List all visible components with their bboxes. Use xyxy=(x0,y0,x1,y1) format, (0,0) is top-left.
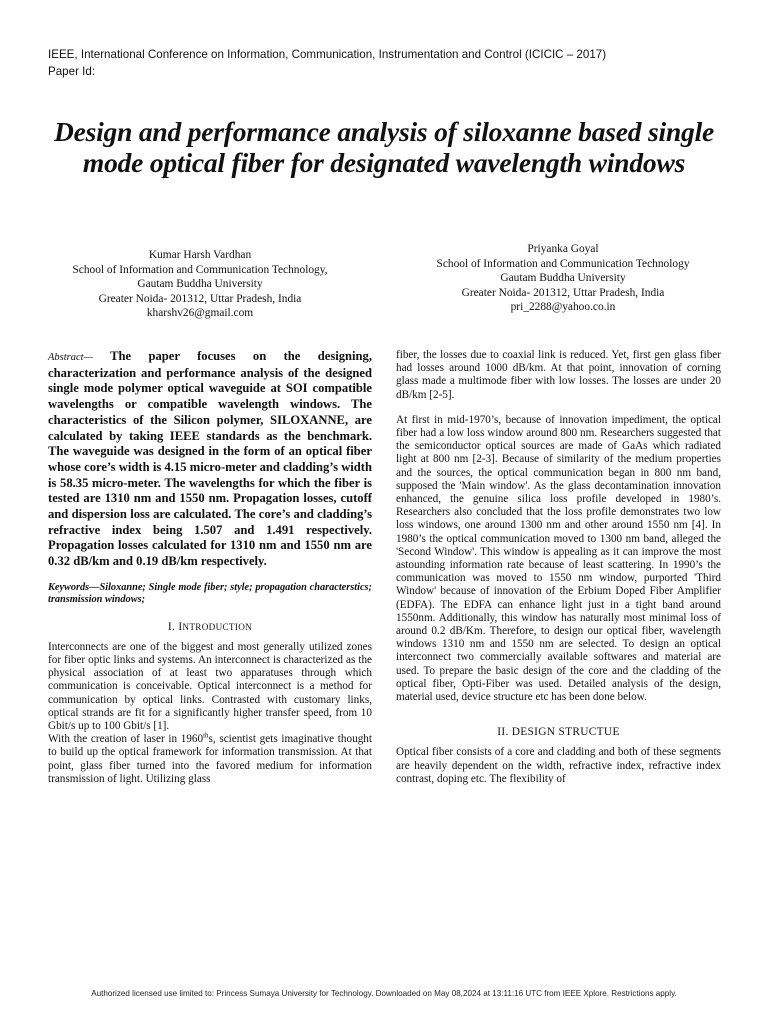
footer-license-notice: Authorized licensed use limited to: Princess Sumaya University for Technology. Downloaded on May 08,2024 at 13:11:16 UTC from IEEE Xplore. Restrictions apply. xyxy=(91,989,677,998)
abstract-lead: Abstract— xyxy=(48,352,93,363)
intro-paragraph-1: Interconnects are one of the biggest and most generally utilized zones for fiber optic links and systems. An interconnect is characterized as the physical association of at least two apparatuses through which communication is conceivable. Optical interconnect is a method for communication by optical links. Contrasted with customary links, optical strands are fit for a significantly higher transfer speed, from 10 Gbit/s up to 100 Gbit/s [1]. xyxy=(48,640,372,733)
paper-title: Design and performance analysis of siloxanne based single mode optical fiber for designated wavelength windows xyxy=(53,116,715,178)
author-university: Gautam Buddha University xyxy=(500,272,626,285)
author-address: Greater Noida- 201312, Uttar Pradesh, India xyxy=(98,292,302,305)
intro-p2-start: With the creation of laser in 1960 xyxy=(48,733,204,746)
keywords: Keywords—Siloxanne; Single mode fiber; style; propagation characterstics; transmission windows; xyxy=(48,581,372,606)
section-number: I. xyxy=(167,620,176,633)
author-university: Gautam Buddha University xyxy=(137,278,263,291)
superscript-th: th xyxy=(203,731,209,740)
section-heading-introduction xyxy=(48,621,372,634)
section-title-initial: I xyxy=(178,620,183,633)
author-department: School of Information and Communication Technology xyxy=(436,257,690,270)
intro-paragraph-2 xyxy=(48,733,372,786)
author-email: pri_2288@yahoo.co.in xyxy=(510,301,616,314)
intro-p2-rest: s, scientist gets imaginative thought to build up the optical framework for information transmission. At that point, glass fiber turned into the favored medium for information transmission of light. Utilizing glass xyxy=(48,733,372,785)
body-paragraph-2: At first in mid-1970’s, because of innovation impediment, the optical fiber had a low loss window around 800 nm. Researchers suggested that the semiconductor optical sources are made of GaAs which radiated light at 800 nm [2-3]. Because of similarity of the medium properties and the sources, the optical communication began in 800 nm band, supposed the 'Main window'. As the glass decontamination innovation enhanced, the genuine silica loss profile developed in 1980’s. Researchers also concluded that the loss profile demonstrates two low loss windows, one around 1300 nm and other around 1550 nm [4]. In 1980’s the optical communication moved to 1300 nm band, alleged the 'Second Window'. This window is appealing as it can improve the most astounding information rate because of least scattering. In 1990’s the communication was moved to 1550 nm window, purported 'Third Window' because of innovation of the Erbium Doped Fiber Amplifier (EDFA). The EDFA can enhance light just in a tight band around 1550nm. Additionally, this window has naturally most minimal loss of around 0.2 dB/Km. Therefore, to design our optical fiber, wavelength windows 1310 nm and 1550 nm are selected. To design an optical interconnect two commercially available softwares and material are used. To prepare the basic design of the core and the cladding of the optical fiber, Opti-Fiber was used. Detailed analysis of the design, material used, device structure etc has been done below. xyxy=(396,413,721,704)
paper-id: Paper Id: xyxy=(48,65,96,78)
author-address: Greater Noida- 201312, Uttar Pradesh, India xyxy=(461,286,665,299)
left-column xyxy=(48,349,372,786)
author-name: Priyanka Goyal xyxy=(527,243,599,255)
author-block-1 xyxy=(40,248,360,321)
body-paragraph-3: Optical fiber consists of a core and cladding and both of these segments are heavily dependent on the width, refractive index, refractive index contrast, doping etc. The flexibility of xyxy=(396,746,721,785)
abstract xyxy=(48,349,372,570)
author-department: School of Information and Communication Technology, xyxy=(72,263,328,276)
author-block-2 xyxy=(402,242,724,315)
conference-name: IEEE, International Conference on Information, Communication, Instrumentation and Control (ICICIC – 2017) xyxy=(48,48,607,61)
author-name: Kumar Harsh Vardhan xyxy=(148,249,252,261)
right-column xyxy=(396,349,721,786)
author-email: kharshv26@gmail.com xyxy=(146,307,254,320)
section-heading-design: II. DESIGN STRUCTUE xyxy=(497,726,620,739)
abstract-text: The paper focuses on the designing, characterization and performance analysis of the designed single mode polymer optical waveguide at SOI compatible wavelengths or compatible wavelength windows. The characteristics of the Silicon polymer, SILOXANNE, are calculated by taking IEEE standards as the benchmark. The waveguide was designed in the form of an optical fiber whose core’s width is 4.15 micro-meter and cladding’s width is 58.35 micro-meter. The wavelengths for which the fiber is tested are 1310 nm and 1550 nm. Propagation losses, cutoff and dispersion loss are calculated. The core’s and cladding’s refractive index being 1.507 and 1.491 respectively. Propagation losses calculated for 1310 nm and 1550 nm are 0.32 dB/km and 0.19 dB/km respectively. xyxy=(48,349,372,569)
section-title-rest: NTRODUCTION xyxy=(182,621,253,632)
conference-header xyxy=(48,46,728,80)
body-paragraph-1: fiber, the losses due to coaxial link is reduced. Yet, first gen glass fiber had losses around 1000 dB/km. At that point, innovation of corning glass made a multimode fiber with low losses. The losses are under 20 dB/km [2-5]. xyxy=(396,349,721,401)
